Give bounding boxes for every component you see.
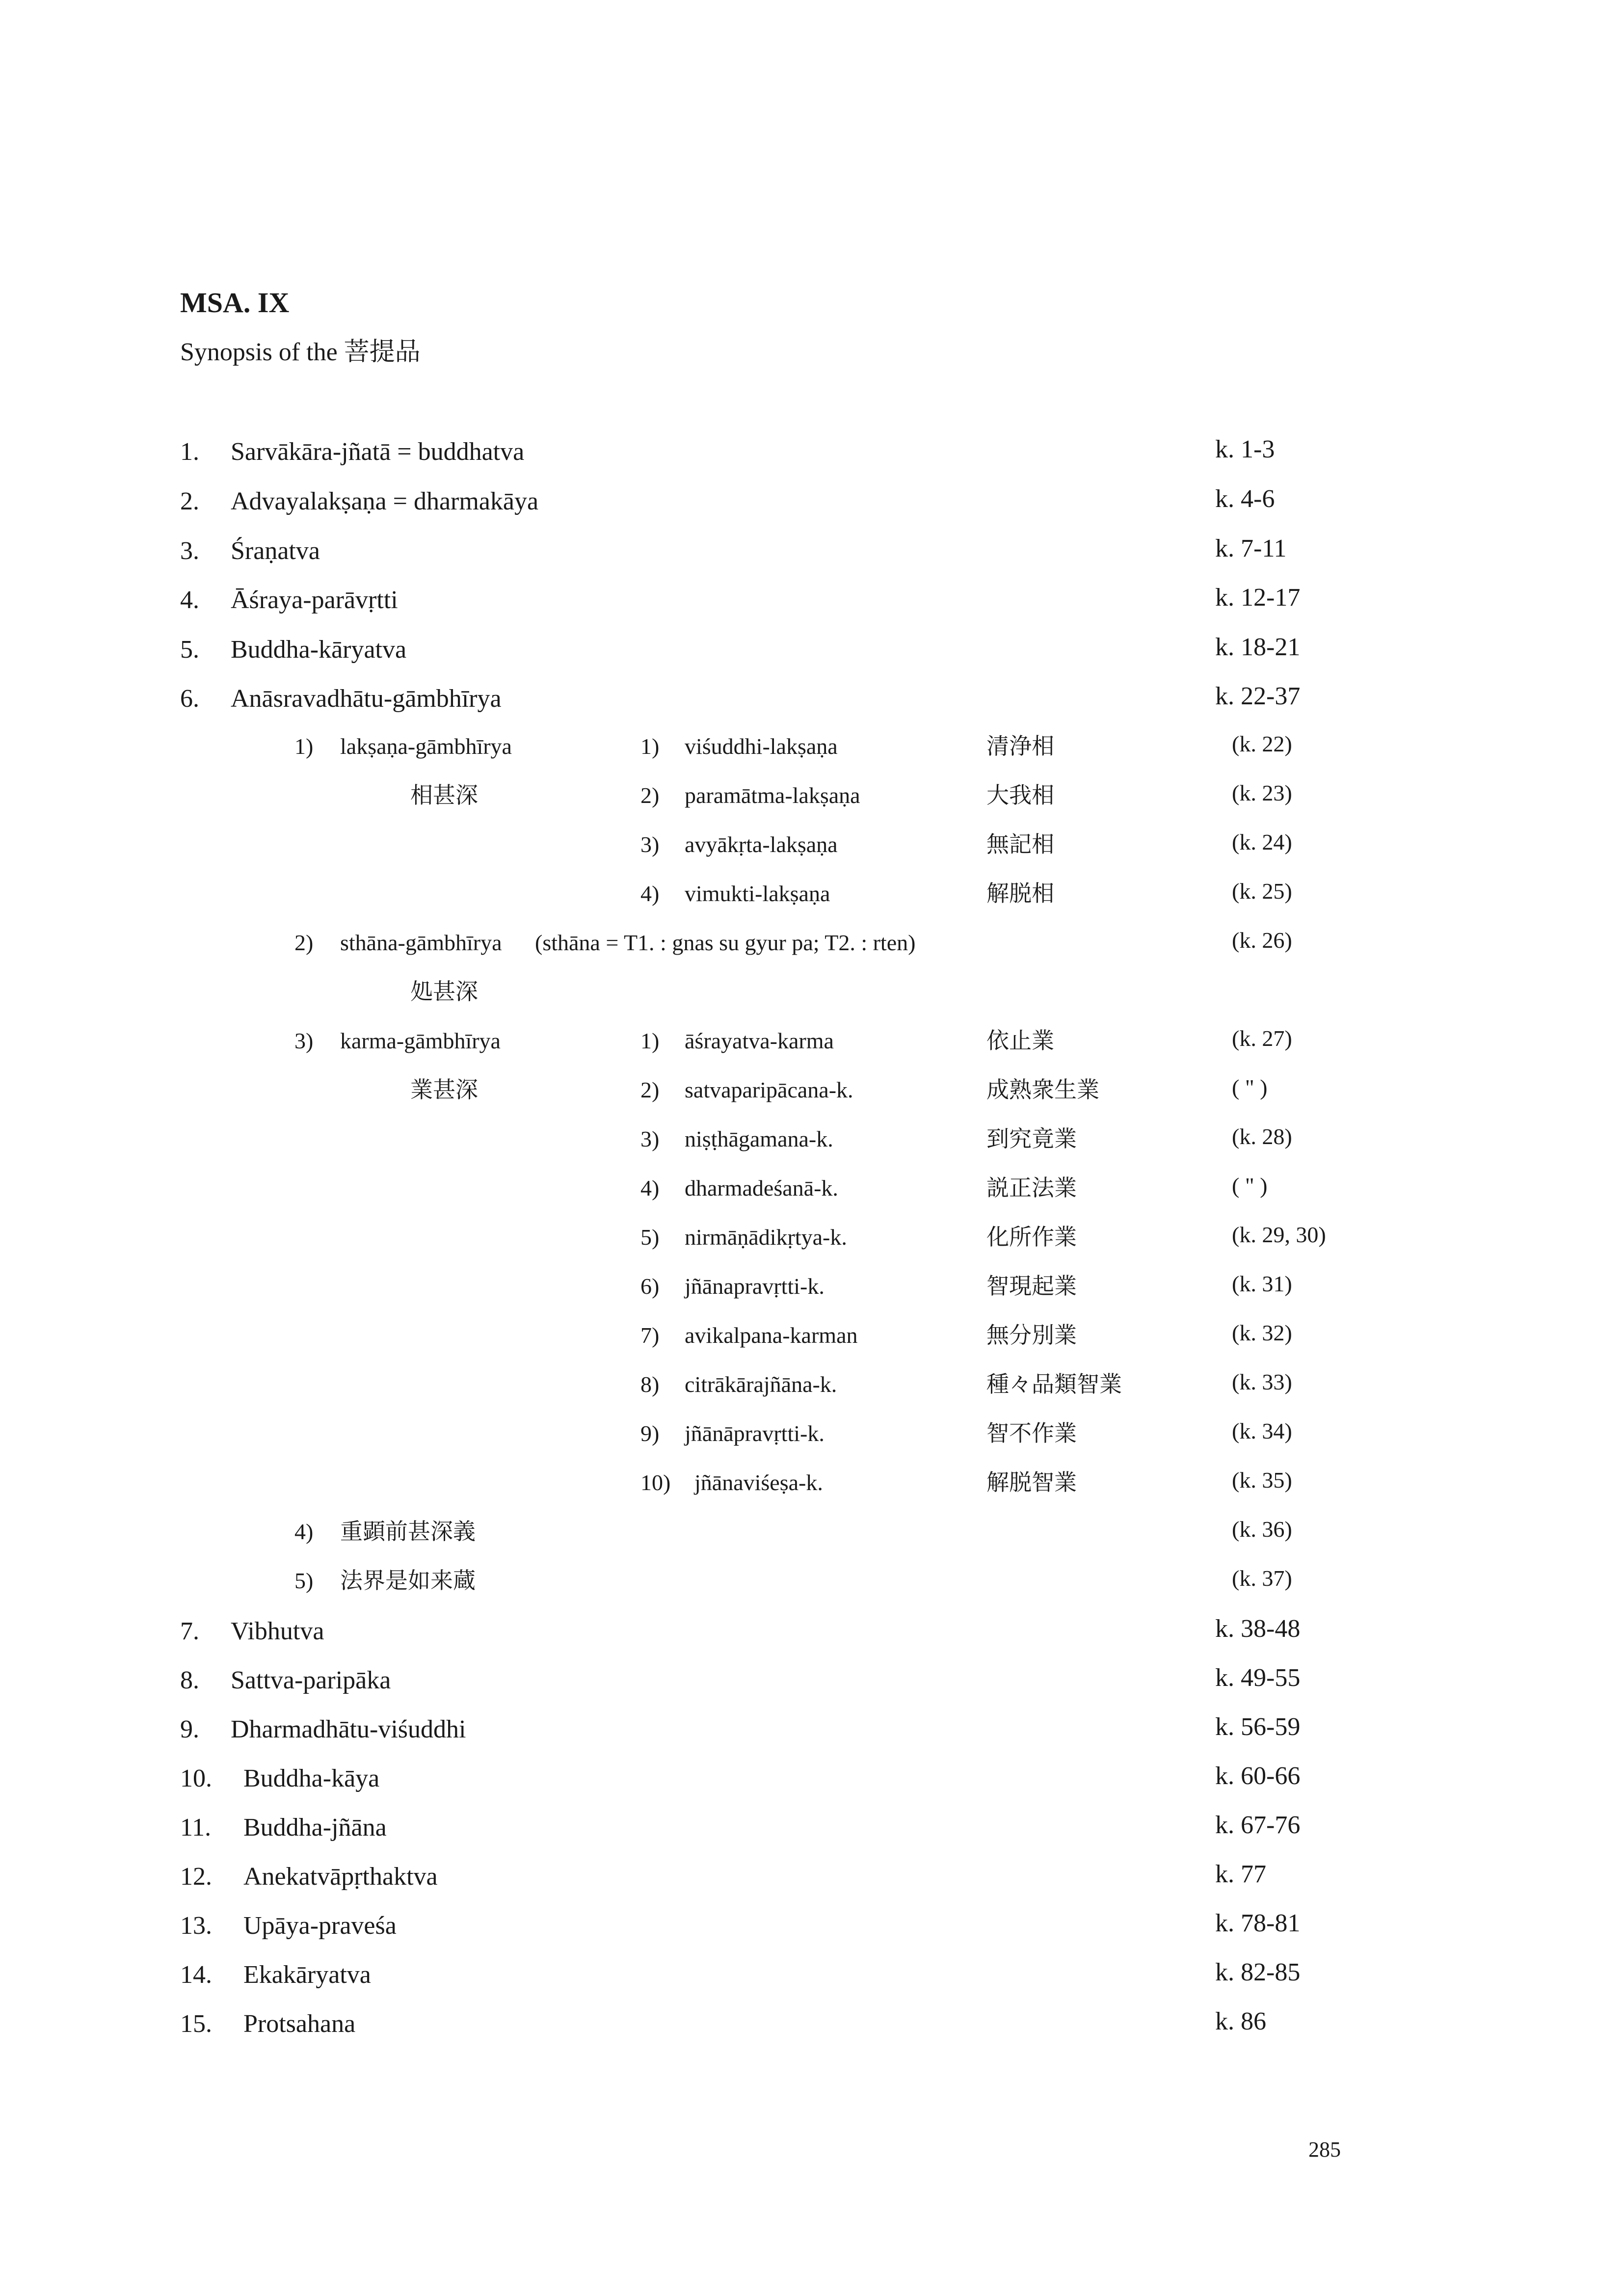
sub-row-ref: (k. 33) <box>1232 1369 1292 1394</box>
item-ref: k. 82-85 <box>1215 1958 1301 1986</box>
sub-row-ref: (k. 32) <box>1232 1320 1292 1345</box>
sub-row-number: 1) <box>640 734 660 759</box>
sub-row-term: avikalpana-karman <box>685 1323 858 1348</box>
item-ref: k. 60-66 <box>1215 1762 1301 1790</box>
sub-row-chinese: 依止業 <box>986 1028 1054 1053</box>
sub-row-number: 10) <box>640 1470 671 1495</box>
subsection-number: 1) <box>294 734 314 759</box>
item-label: Protsahana <box>243 2010 356 2038</box>
item-label: Sattva-paripāka <box>231 1666 391 1694</box>
item-ref: k. 38-48 <box>1215 1615 1301 1643</box>
sub-row-chinese: 化所作業 <box>986 1225 1077 1250</box>
sub-row-chinese: 智不作業 <box>986 1421 1077 1446</box>
document-title: MSA. IX <box>180 287 290 319</box>
item-number: 3. <box>180 537 199 565</box>
sub-row-number: 7) <box>640 1323 660 1348</box>
sub-row-ref: (k. 29, 30) <box>1232 1222 1326 1247</box>
sub-row-number: 9) <box>640 1421 660 1446</box>
subsection-label: karma-gāmbhīrya <box>340 1028 501 1053</box>
sub-row-term: paramātma-lakṣaṇa <box>685 783 860 808</box>
sub-row-ref: (k. 31) <box>1232 1271 1292 1296</box>
item-number: 13. <box>180 1912 212 1940</box>
item-ref: k. 1-3 <box>1215 435 1275 463</box>
sub-row-chinese: 種々品類智業 <box>986 1372 1122 1397</box>
subsection-chinese: 処甚深 <box>410 979 478 1004</box>
sub-row-number: 2) <box>640 1077 660 1102</box>
item-label: Buddha-jñāna <box>243 1814 387 1842</box>
item-number: 12. <box>180 1863 212 1891</box>
sub-row-number: 3) <box>640 1126 660 1151</box>
item-label: Buddha-kāya <box>243 1764 380 1792</box>
sub-row-term: jñānāpravṛtti-k. <box>685 1421 825 1446</box>
sub-row-term: āśrayatva-karma <box>685 1028 834 1053</box>
item-number: 10. <box>180 1764 212 1792</box>
sub-row-chinese: 成熟衆生業 <box>986 1077 1099 1102</box>
subsection-number: 3) <box>294 1028 314 1053</box>
subsection-label: sthāna-gāmbhīrya <box>340 930 502 955</box>
sub-row-number: 4) <box>640 881 660 906</box>
sub-row-ref: (k. 23) <box>1232 780 1292 805</box>
item-number: 4. <box>180 586 199 614</box>
sub-row-ref: (k. 25) <box>1232 879 1292 904</box>
sub-row-ref: (k. 28) <box>1232 1124 1292 1149</box>
item-ref: k. 18-21 <box>1215 633 1301 661</box>
sub-row-chinese: 無分別業 <box>986 1323 1077 1348</box>
sub-row-number: 5) <box>640 1225 660 1250</box>
item-number: 5. <box>180 636 199 664</box>
sub-row-ref: (k. 22) <box>1232 731 1292 756</box>
sub-row-chinese: 無記相 <box>986 832 1054 857</box>
sub-row-number: 1) <box>640 1028 660 1053</box>
sub-row-chinese: 大我相 <box>986 783 1054 808</box>
item-number: 2. <box>180 487 199 515</box>
subsection-note: (sthāna = T1. : gnas su gyur pa; T2. : rten) <box>535 930 916 955</box>
document-subtitle: Synopsis of the 菩提品 <box>180 338 421 366</box>
sub-row-chinese: 到究竟業 <box>986 1126 1077 1151</box>
subsection-label: lakṣaṇa-gāmbhīrya <box>340 734 512 759</box>
item-ref: k. 49-55 <box>1215 1664 1301 1692</box>
sub-row-number: 4) <box>640 1175 660 1201</box>
item-label: Upāya-praveśa <box>243 1912 397 1940</box>
sub-row-term: jñānapravṛtti-k. <box>685 1274 825 1299</box>
item-ref: k. 56-59 <box>1215 1713 1301 1741</box>
item-number: 7. <box>180 1617 199 1645</box>
item-number: 15. <box>180 2010 212 2038</box>
sub-row-chinese: 清浄相 <box>986 734 1054 759</box>
sub-row-term: vimukti-lakṣaṇa <box>685 881 830 906</box>
item-label: Buddha-kāryatva <box>231 636 407 664</box>
sub-row-number: 6) <box>640 1274 660 1299</box>
item-number: 9. <box>180 1715 199 1743</box>
item-ref: k. 86 <box>1215 2007 1266 2035</box>
item-number: 11. <box>180 1814 212 1842</box>
sub-row-number: 8) <box>640 1372 660 1397</box>
sub-row-ref: (k. 35) <box>1232 1468 1292 1493</box>
item-number: 1. <box>180 438 199 466</box>
item-ref: k. 78-81 <box>1215 1909 1301 1937</box>
sub-row-ref: (k. 27) <box>1232 1026 1292 1051</box>
item-ref: k. 7-11 <box>1215 534 1287 562</box>
item-ref: k. 12-17 <box>1215 584 1301 612</box>
sub-row-term: dharmadeśanā-k. <box>685 1175 838 1201</box>
item-label: Dharmadhātu-viśuddhi <box>231 1715 466 1743</box>
sub-row-chinese: 智現起業 <box>986 1274 1077 1299</box>
item-number: 6. <box>180 685 199 713</box>
sub-row-ref: (k. 24) <box>1232 829 1292 854</box>
subsection-number: 2) <box>294 930 314 955</box>
subsection-ref: (k. 36) <box>1232 1517 1292 1542</box>
sub-row-ref: ( " ) <box>1232 1075 1268 1100</box>
item-ref: k. 4-6 <box>1215 485 1275 513</box>
item-ref: k. 77 <box>1215 1860 1266 1888</box>
sub-row-chinese: 解脱相 <box>986 881 1054 906</box>
item-label: Anāsravadhātu-gāmbhīrya <box>231 685 502 713</box>
subsection-label: 重顕前甚深義 <box>340 1519 476 1544</box>
sub-row-term: jñānaviśeṣa-k. <box>694 1470 823 1495</box>
item-number: 8. <box>180 1666 199 1694</box>
sub-row-ref: ( " ) <box>1232 1173 1268 1198</box>
item-ref: k. 67-76 <box>1215 1811 1301 1839</box>
subsection-label: 法界是如来蔵 <box>340 1568 476 1593</box>
item-label: Vibhutva <box>231 1617 324 1645</box>
sub-row-term: nirmāṇādikṛtya-k. <box>685 1225 847 1250</box>
item-label: Āśraya-parāvṛtti <box>231 586 398 614</box>
subsection-chinese: 業甚深 <box>410 1077 478 1102</box>
sub-row-chinese: 解脱智業 <box>986 1470 1077 1495</box>
subsection-chinese: 相甚深 <box>410 783 478 808</box>
item-label: Anekatvāpṛthaktva <box>243 1863 438 1891</box>
sub-row-chinese: 説正法業 <box>986 1175 1077 1201</box>
sub-row-number: 3) <box>640 832 660 857</box>
subsection-ref: (k. 37) <box>1232 1566 1292 1591</box>
sub-row-term: niṣṭhāgamana-k. <box>685 1126 833 1151</box>
sub-row-term: citrākārajñāna-k. <box>685 1372 837 1397</box>
sub-row-number: 2) <box>640 783 660 808</box>
item-number: 14. <box>180 1961 212 1989</box>
sub-row-term: viśuddhi-lakṣaṇa <box>685 734 838 759</box>
item-label: Advayalakṣaṇa = dharmakāya <box>231 487 539 515</box>
sub-row-term: satvaparipācana-k. <box>685 1077 853 1102</box>
item-label: Śraṇatva <box>231 537 320 565</box>
subsection-ref: (k. 26) <box>1232 928 1292 953</box>
item-label: Ekakāryatva <box>243 1961 371 1989</box>
subsection-number: 4) <box>294 1519 314 1544</box>
item-label: Sarvākāra-jñatā = buddhatva <box>231 438 525 466</box>
item-ref: k. 22-37 <box>1215 682 1301 710</box>
page-number: 285 <box>1308 2137 1341 2162</box>
sub-row-term: avyākṛta-lakṣaṇa <box>685 832 838 857</box>
subsection-number: 5) <box>294 1568 314 1593</box>
sub-row-ref: (k. 34) <box>1232 1418 1292 1443</box>
